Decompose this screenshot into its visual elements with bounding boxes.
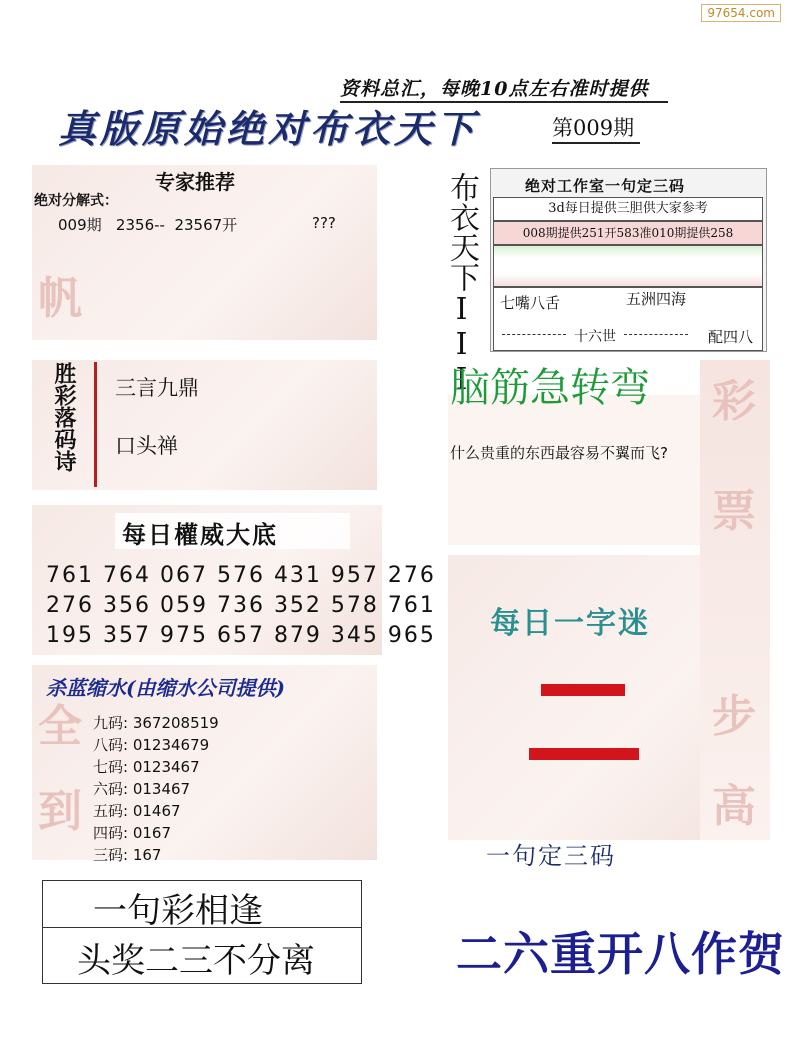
shrink-item: 八码: 01234679 [93,736,210,754]
puzzle-answer-glyph [0,0,1,1]
slogan-line-2: 头奖二三不分离 [77,941,315,981]
puzzle-title: 每日一字迷 [490,606,650,641]
studio-line-2: 008期提供251开583准010期提供258 [493,221,763,245]
main-title: 真版原始绝对布衣天下 [58,106,479,151]
poem-line-2: 口头禅 [115,434,178,458]
base-title: 每日權威大底 [122,521,278,549]
expert-title: 专家推荐 [155,170,235,194]
watermark-glyph-icon: 高 [712,781,756,832]
watermark-glyph-icon: 步 [712,691,756,742]
shrink-item: 五码: 01467 [93,802,181,820]
header-note: 资料总汇，每晚10点左右准时提供 [340,74,668,103]
studio-bottom-cell [493,287,763,351]
expert-subtitle: 绝对分解式： [34,193,118,209]
studio-dash-left [502,334,566,335]
poem-line-1: 三言九鼎 [115,376,199,400]
watermark-glyph-icon: 到 [38,786,82,837]
watermark-poem [32,360,377,490]
three-code-title: 一句定三码 [486,842,616,870]
studio-line-1: 3d每日提供三胆供大家参考 [493,197,763,221]
shrink-item [93,844,219,854]
issue-number: 第009期 [552,112,640,144]
puzzle-answer-bar-bottom [529,748,639,760]
watermark-glyph-icon: 帆 [38,273,82,324]
watermark-glyph-icon: 票 [712,486,756,537]
expert-line: 009期 2356-- 23567开 [58,216,238,234]
studio-panel [490,168,767,352]
poem-divider [94,362,97,487]
watermark-glyph-icon: 彩 [712,376,756,427]
base-row: 276 356 059 736 352 578 761 [46,593,436,618]
watermark-glyph-icon: 全 [38,701,82,752]
shrink-item: 七码: 0123467 [93,758,200,776]
three-code-text: 二六重开八作贺 [456,927,785,981]
base-row: 761 764 067 576 431 957 276 [46,563,436,588]
riddle-question: 什么贵重的东西最容易不翼而飞? [450,444,668,462]
slogan-box [42,880,362,984]
watermark-side-strip [700,360,770,840]
studio-side-label: 布衣天下III [444,172,479,397]
shrink-list [93,712,219,854]
shrink-title: 杀蓝缩水(由缩水公司提供) [46,676,285,700]
shrink-item: 六码: 013467 [93,780,191,798]
studio-title: 绝对工作室一句定三码 [525,177,686,195]
studio-dash-right [624,334,688,335]
studio-cell-right: 五洲四海 [626,290,687,308]
expert-unknown: ??? [312,214,336,232]
poem-side-label: 胜彩落码诗 [51,362,76,472]
base-row: 195 357 975 657 879 345 965 [46,623,436,648]
studio-bottom-mid: 十六世 [574,329,616,345]
riddle-title: 脑筋急转弯 [450,365,650,411]
studio-cell-left: 七嘴八舌 [500,294,561,312]
studio-bottom-right: 配四八 [708,328,754,346]
slogan-line-1: 一句彩相逢 [93,891,263,931]
site-badge: 97654.com [701,4,781,22]
shrink-item: 四码: 0167 [93,824,171,842]
puzzle-answer-bar-top [541,684,625,696]
shrink-item: 九码: 367208519 [93,714,219,732]
studio-blank-cell [493,245,763,287]
